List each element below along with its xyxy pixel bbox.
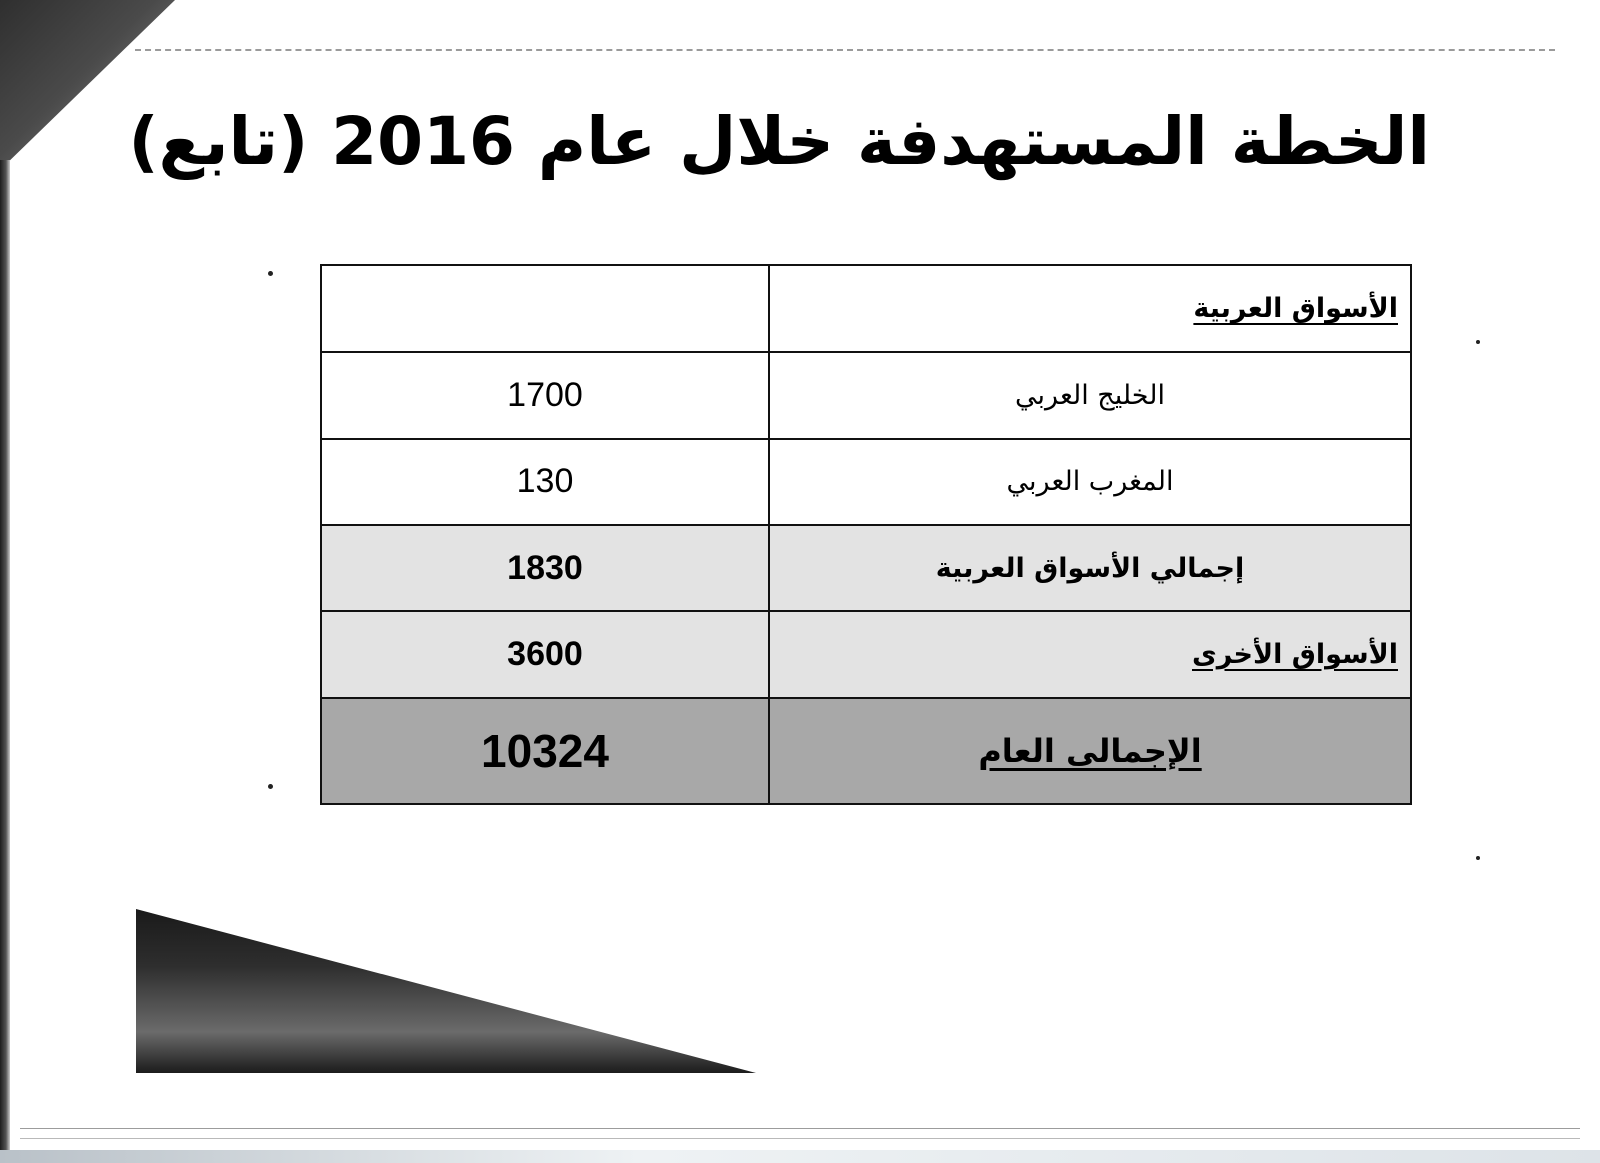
table-row [321,611,1411,697]
other-markets-label: الأسواق الأخرى [769,611,1411,697]
scan-left-edge-shadow [0,160,10,1150]
page-title: الخطة المستهدفة خلال عام 2016 (تابع) [128,103,1430,180]
table-row [321,525,1411,611]
table-row [321,698,1411,804]
target-plan-table [320,264,1412,805]
maghreb-label: المغرب العربي [769,439,1411,525]
maghreb-value: 130 [321,439,769,525]
scan-speck [1476,856,1480,860]
gulf-label: الخليج العربي [769,352,1411,438]
bottom-rule [20,1138,1580,1139]
scan-speck [268,784,273,789]
gulf-value: 1700 [321,352,769,438]
arab-markets-total-value: 1830 [321,525,769,611]
scan-speck [268,271,273,276]
arab-markets-total-label: إجمالي الأسواق العربية [769,525,1411,611]
bottom-rule [20,1128,1580,1129]
grand-total-value: 10324 [321,698,769,804]
header-value-cell [321,265,769,352]
scan-speck [1476,340,1480,344]
grand-total-label: الإجمالى العام [769,698,1411,804]
top-dashed-rule [135,49,1555,51]
decorative-dark-triangle [136,909,756,1073]
table-row [321,352,1411,438]
scan-bottom-strip [0,1150,1600,1163]
arab-markets-heading: الأسواق العربية [769,265,1411,352]
other-markets-value: 3600 [321,611,769,697]
table-header-row [321,265,1411,352]
table-row [321,439,1411,525]
